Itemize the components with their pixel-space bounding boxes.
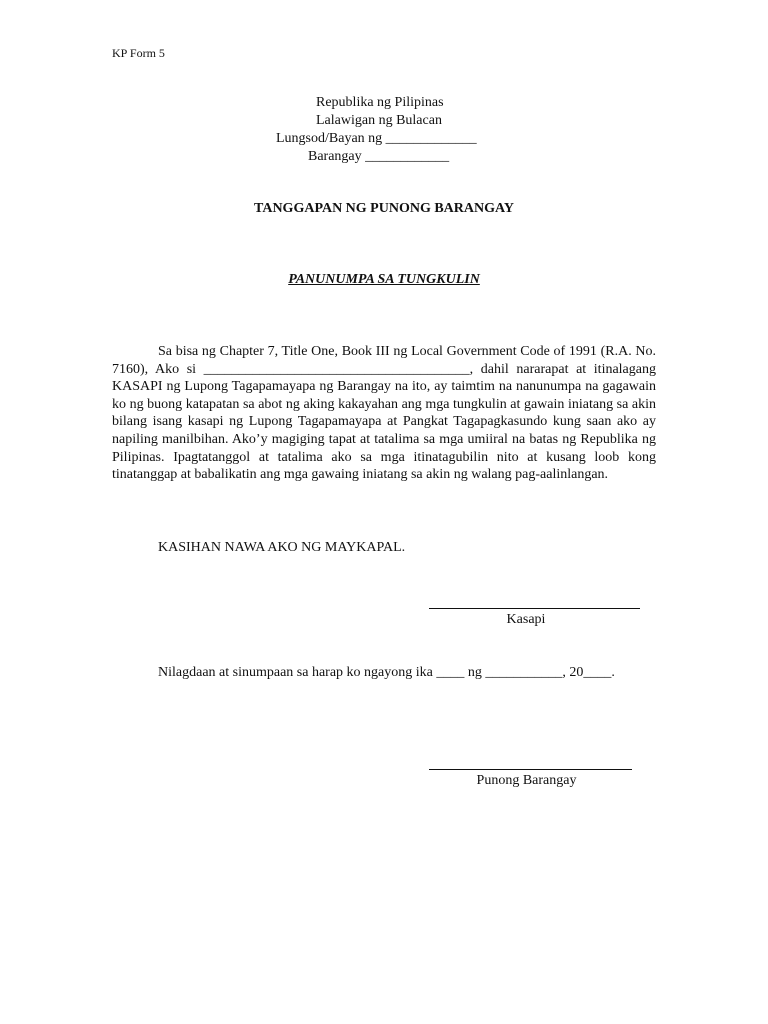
member-signature-label: Kasapi <box>506 612 546 627</box>
header-republic: Republika ng Pilipinas <box>316 95 444 110</box>
closing-statement: KASIHAN NAWA AKO NG MAYKAPAL. <box>158 540 406 555</box>
oath-body-paragraph: Sa bisa ng Chapter 7, Title One, Book III ng Local Government Code of 1991 (R.A. No. 7160), Ako si ______________________________________, dahil nararapat at itinalagang KASAPI ng Lupong Tagapamayapa ng Barangay na ito, ay taimtim na nanunumpa na gagawain ko ng buong katapatan sa abot ng aking kakayahan ang mga tungkulin at gawain iniatang sa akin bilang isang kasapi ng Lupong Tagapamayapa at Pangkat Tagapagkasundo kung saan ako ay napiling manilbihan. Ako’y magiging tapat at tatalima sa mga umiiral na batas ng Republika ng Pilipinas. Ipagtatanggol at tatalima ako sa mga itinatagubilin nito at kusang loob kong tinatanggap at babalikatin ang mga gawaing iniatang sa akin ng walang pag-aalinlangan. <box>112 344 656 483</box>
member-signature-line <box>429 608 640 609</box>
sworn-statement: Nilagdaan at sinumpaan sa harap ko ngayong ika ____ ng ___________, 20____. <box>158 665 615 680</box>
captain-signature-line <box>429 769 632 770</box>
header-barangay: Barangay ____________ <box>308 149 450 164</box>
header-province: Lalawigan ng Bulacan <box>316 113 442 128</box>
header-city: Lungsod/Bayan ng _____________ <box>276 131 477 146</box>
document-title: PANUNUMPA SA TUNGKULIN <box>288 272 480 287</box>
captain-signature-label: Punong Barangay <box>476 773 577 788</box>
office-heading: TANGGAPAN NG PUNONG BARANGAY <box>254 201 514 216</box>
form-number: KP Form 5 <box>112 46 165 60</box>
